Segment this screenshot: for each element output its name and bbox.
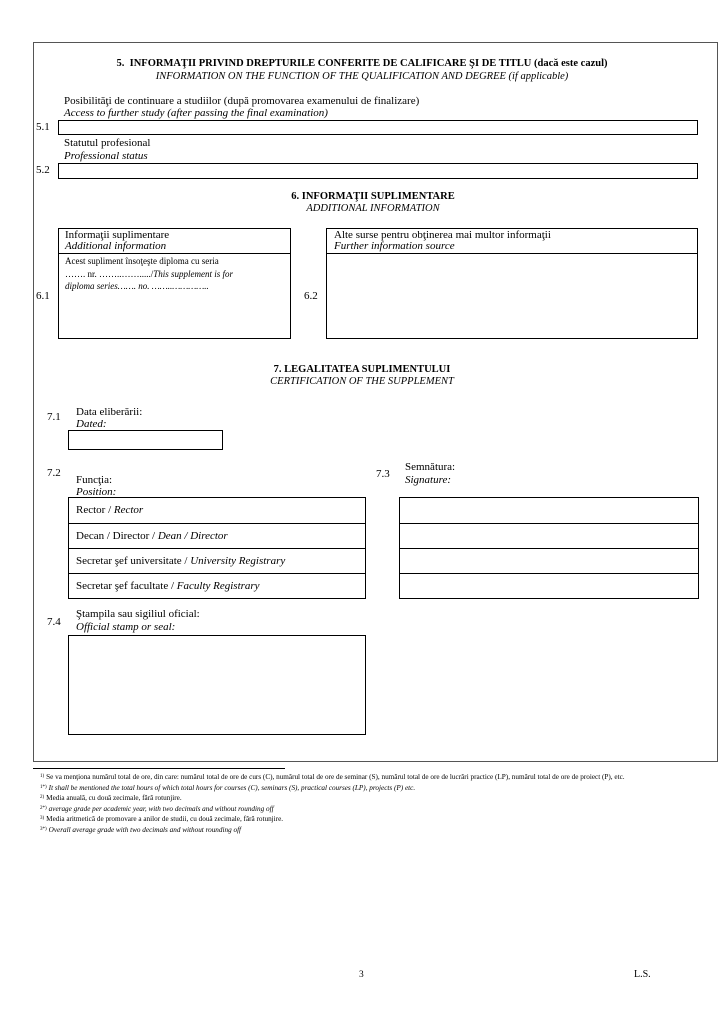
page-number: 3	[359, 970, 364, 980]
footnote-separator	[33, 768, 285, 769]
item-number-7-1: 7.1	[47, 411, 61, 423]
footnote	[40, 784, 690, 795]
position-en: Rector	[113, 504, 144, 516]
item-number-6-1: 6.1	[36, 290, 50, 302]
position-en: University Registrary	[190, 555, 286, 567]
signature-cell[interactable]	[400, 573, 698, 598]
position-label-en: Position:	[76, 486, 117, 498]
additional-info-content	[59, 254, 290, 338]
supplement-note-line-2	[65, 268, 290, 281]
section-5-subtitle: INFORMATION ON THE FUNCTION OF THE QUALIFICATION AND DEGREE (if applicable)	[155, 71, 569, 82]
position-ro: Rector	[76, 504, 106, 516]
position-separator: /	[149, 530, 158, 542]
position-row	[69, 523, 365, 548]
signature-cell[interactable]	[400, 548, 698, 573]
position-row	[69, 498, 365, 523]
additional-info-header	[59, 229, 290, 254]
footnote-text: Overall average grade with two decimals and without rounding off	[48, 825, 242, 834]
additional-info-label-en: Additional information	[65, 240, 167, 252]
footnote-marker: 3)	[40, 816, 45, 822]
date-issued-label: Data eliberării:	[76, 406, 143, 418]
supplement-note-line-1: Acest supliment însoţeşte diploma cu seria	[65, 256, 219, 266]
footnote-text: Media aritmetică de promovare a anilor de studii, cu două zecimale, fără rotunjire.	[46, 815, 284, 824]
item-number-5-2: 5.2	[36, 164, 50, 176]
position-separator: /	[181, 555, 191, 567]
position-en: Dean / Director	[157, 530, 228, 542]
date-issued-label-en: Dated:	[76, 418, 107, 430]
position-row	[69, 573, 365, 598]
supplement-note-en: This supplement is for	[153, 268, 234, 279]
footnotes	[40, 773, 690, 837]
footnote-marker: 1*)	[40, 784, 47, 790]
official-stamp-box[interactable]	[68, 635, 366, 735]
section-7-subtitle: CERTIFICATION OF THE SUPPLEMENT	[270, 376, 454, 387]
section-6-subtitle: ADDITIONAL INFORMATION	[306, 203, 440, 214]
stamp-label-en: Official stamp or seal:	[76, 621, 176, 633]
info-sources-label: Alte surse pentru obţinerea mai multor informaţii	[334, 229, 551, 241]
footnote	[40, 826, 690, 837]
signature-label: Semnătura:	[405, 461, 456, 473]
position-ro: Secretar şef universitate	[76, 555, 182, 567]
footnote-text: Se va menţiona numărul total de ore, din care: numărul total de ore de curs (C), numărul total de ore de seminar (S), numărul total de ore de lucrări practice (LP), numărul total de ore de proiect (P), etc.	[46, 773, 625, 781]
position-separator: /	[105, 504, 114, 516]
professional-status-label-en: Professional status	[64, 150, 148, 162]
position-row	[69, 548, 365, 573]
footnote-marker: 2*)	[40, 805, 47, 811]
footnote	[40, 805, 690, 816]
position-separator: /	[168, 580, 177, 592]
supplement-note-series-ro: ……. nr. ……..……...../	[65, 268, 154, 279]
footnote	[40, 794, 690, 805]
supplement-note-line-3: diploma series……. no. ……..…………..	[65, 281, 209, 291]
signature-cell[interactable]	[400, 523, 698, 548]
item-number-5-1: 5.1	[36, 121, 50, 133]
further-study-label: Posibilităţi de continuare a studiilor (după promovarea examenului de finalizare)	[64, 95, 420, 107]
professional-status-label: Statutul profesional	[64, 137, 151, 149]
footnote-text: Media anuală, cu două zecimale, fără rotunjire.	[46, 794, 182, 803]
additional-info-label: Informaţii suplimentare	[65, 229, 170, 241]
stamp-label: Ştampila sau sigiliul oficial:	[76, 608, 200, 620]
info-sources-content[interactable]	[327, 254, 697, 338]
section-7-title: 7. LEGALITATEA SUPLIMENTULUI	[273, 364, 451, 375]
info-sources-header	[327, 229, 697, 254]
section-5-title: 5. INFORMAŢII PRIVIND DREPTURILE CONFERITE DE CALIFICARE ŞI DE TITLU (dacă este cazul)	[116, 58, 608, 69]
info-sources-box	[326, 228, 698, 339]
footnote	[40, 815, 690, 826]
item-number-6-2: 6.2	[304, 290, 318, 302]
position-ro: Decan / Director	[76, 530, 150, 542]
item-number-7-4: 7.4	[47, 616, 61, 628]
signature-label-en: Signature:	[405, 474, 452, 486]
signatures-table	[399, 497, 699, 599]
info-sources-label-en: Further information source	[334, 240, 455, 252]
item-number-7-3: 7.3	[376, 468, 390, 480]
additional-info-box	[58, 228, 291, 339]
section-6-title: 6. INFORMAŢII SUPLIMENTARE	[291, 191, 455, 202]
item-number-7-2: 7.2	[47, 467, 61, 479]
footnote-text: It shall be mentioned the total hours of which total hours for courses (C), seminars (S), practical courses (LP), projects (P) etc.	[48, 783, 416, 792]
position-label: Funcţia:	[76, 474, 113, 486]
further-study-label-en: Access to further study (after passing the final examination)	[64, 107, 328, 119]
further-study-field[interactable]	[58, 120, 698, 135]
date-issued-field[interactable]	[68, 430, 223, 450]
positions-table	[68, 497, 366, 599]
professional-status-field[interactable]	[58, 163, 698, 179]
footnote-marker: 2)	[40, 795, 45, 801]
footnote-marker: 3*)	[40, 826, 47, 832]
signature-cell[interactable]	[400, 498, 698, 523]
footnote-marker: 1)	[40, 774, 45, 779]
footnote-text: average grade per academic year, with two decimals and without rounding off	[48, 804, 274, 813]
seal-mark: L.S.	[634, 969, 651, 980]
footnote	[40, 773, 690, 784]
position-en: Faculty Registrary	[176, 580, 260, 592]
position-ro: Secretar şef facultate	[76, 580, 169, 592]
